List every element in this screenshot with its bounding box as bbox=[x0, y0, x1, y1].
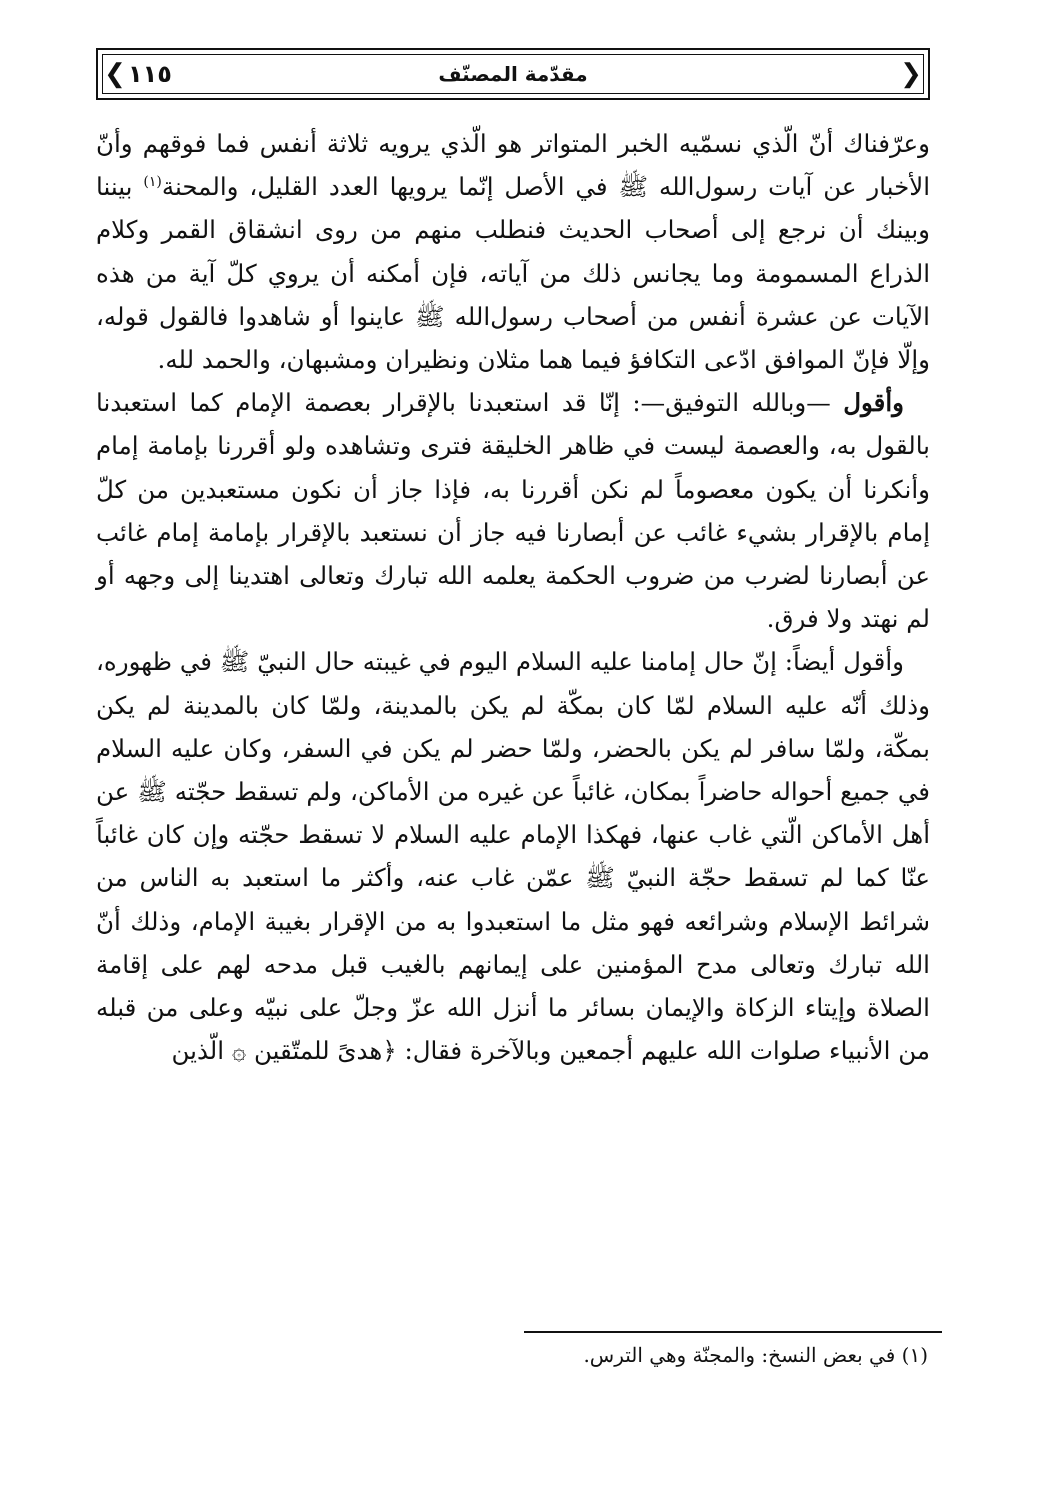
body-text bbox=[96, 122, 930, 1072]
ornament-icon: ❮ bbox=[104, 59, 126, 89]
footnote: (١) في بعض النسخ: والمجنّة وهي الترس. bbox=[583, 1343, 928, 1367]
paragraph-text: —وبالله التوفيق—: إنّا قد استعبدنا بالإقرار بعصمة الإمام كما استعبدنا بالقول به، والعصمة ليست في ظاهر الخليقة فترى وتشاهده ولو أقررنا بإمامة إمام وأنكرنا أن يكون معصوماً لم نكن أقررنا به، فإذا جاز أن نكون مستعبدين من كلّ إمام بالإقرار بشيء غائب عن أبصارنا فيه جاز أن نستعبد بالإقرار بإمامة إمام غائب عن أبصارنا لضرب من ضروب الحكمة يعلمه الله تبارك وتعالى اهتدينا إلى وجهه أو لم نهتد ولا فرق. bbox=[96, 388, 930, 634]
footnote-divider bbox=[524, 1331, 942, 1333]
paragraph-text: بيننا وبينك أن نرجع إلى أصحاب الحديث فنطلب منهم من روى انشقاق القمر وكلام الذراع المسمومة وما يجانس ذلك من آياته، فإن أمكنه أن يروي كلّ آية من هذه الآيات عن عشرة أنفس من أصحاب رسول‌الله ﷺ عاينوا أو شاهدوا فالقول قوله، وإلّا فإنّ الموافق ادّعى التكافؤ فيما هما مثلان ونظيران ومشبهان، والحمد لله. bbox=[96, 172, 930, 375]
header-inner bbox=[128, 58, 898, 90]
paragraph bbox=[96, 122, 930, 381]
footnote-reference: (١) bbox=[143, 174, 162, 191]
running-title: مقدّمة المصنّف bbox=[438, 62, 588, 86]
paragraph-text: وعرّفناك أنّ الّذي نسمّيه الخبر المتواتر هو الّذي يرويه ثلاثة أنفس فما فوقهم وأنّ الأخبار عن آيات رسول‌الله ﷺ في الأصل إنّما يرويها العدد القليل، والمحنة bbox=[96, 129, 930, 202]
paragraph-text: وأقول أيضاً: إنّ حال إمامنا عليه السلام اليوم في غيبته حال النبيّ ﷺ في ظهوره، وذلك أنّه عليه السلام لمّا كان بمكّة لم يكن بالمدينة، ولمّا كان بالمدينة لم يكن بمكّة، ولمّا سافر لم يكن بالحضر، ولمّا حضر لم يكن في السفر، وكان عليه السلام في جميع أحواله حاضراً بمكان، غائباً عن غيره من الأماكن، ولم تسقط حجّته ﷺ عن أهل الأماكن الّتي غاب عنها، فهكذا الإمام عليه السلام لا تسقط حجّته وإن كان غائباً عنّا كما لم تسقط حجّة النبيّ ﷺ عمّن غاب عنه، وأكثر ما استعبد به الناس من شرائط الإسلام وشرائعه فهو مثل ما استعبدوا به من الإقرار بغيبة الإمام، وذلك أنّ الله تبارك وتعالى مدح المؤمنين على إيمانهم بالغيب قبل مدحه لهم على إقامة الصلاة وإيتاء الزكاة والإيمان بسائر ما أنزل الله عزّ وجلّ على نبيّه وعلى من قبله من الأنبياء صلوات الله عليهم أجمعين وبالآخرة فقال: ﴿هدىً للمتّقين ۞ الّذين bbox=[96, 647, 931, 1066]
ornament-icon: ❯ bbox=[900, 59, 922, 89]
page-header bbox=[96, 48, 930, 100]
paragraph bbox=[96, 381, 930, 640]
page-number: ١١٥ bbox=[128, 60, 172, 88]
lead-word: وأقول bbox=[843, 388, 904, 418]
paragraph bbox=[96, 640, 930, 1072]
